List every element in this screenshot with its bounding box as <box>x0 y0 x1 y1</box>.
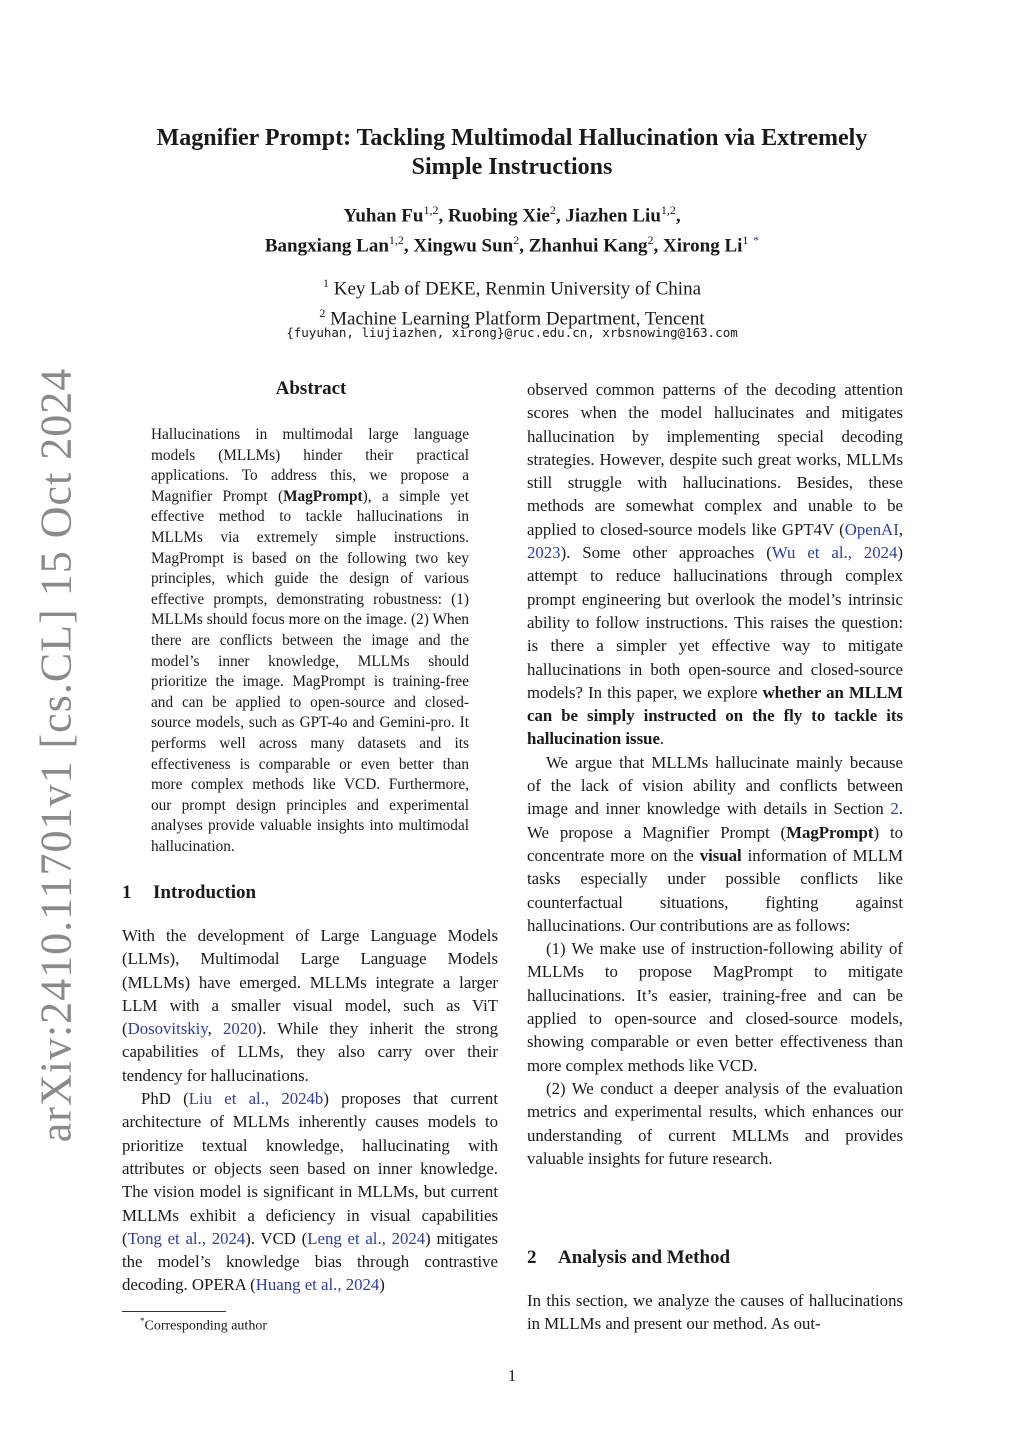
abstract-body: Hallucinations in multimodal large language models (MLLMs) hinder their practical applications. To address this, we propose a Magnifier Prompt (MagPrompt), a simple yet effective method to tackle hallucinations in MLLMs via extremely simple instructions. MagPrompt is based on the following two key principles, which guide the design of various effective prompts, demonstrating robustness: (1) MLLMs should focus more on the image. (2) When there are conflicts between the image and the model’s inner knowledge, MLLMs should prioritize the image. MagPrompt is training-free and can be applied to open-source and closed-source models, such as GPT-4o and Gemini-pro. It performs well across many datasets and its effectiveness is comparable or even better than more complex methods like VCD. Furthermore, our prompt design principles and experimental analyses provide valuable insights into multimodal hallucination. <box>151 426 469 855</box>
page-number: 1 <box>507 1366 517 1385</box>
paragraph: With the development of Large Language Models (LLMs), Multimodal Large Language Models (MLLMs) have emerged. MLLMs integrate a larger LLM with a smaller visual model, such as ViT (Dosovitskiy, 2020). While they inherit the strong capabilities of LLMs, they also carry over their tendency for hallucinations. <box>122 926 498 1085</box>
author-affil-sup: 1 <box>742 233 749 248</box>
author-name: Xirong Li <box>663 235 743 257</box>
author-emails: {fuyuhan, liujiazhen, xirong}@ruc.edu.cn, xrbsnowing@163.com <box>286 325 738 340</box>
author-name: Zhanhui Kang <box>528 235 648 257</box>
left-column-text <box>122 924 498 1297</box>
citation-link[interactable]: Huang et al., 2024 <box>255 1275 380 1295</box>
citation-link[interactable]: OpenAI <box>844 519 899 539</box>
citation-link[interactable]: Leng et al., 2024 <box>307 1228 426 1248</box>
section-heading-introduction: 1 Introduction <box>122 882 257 903</box>
section-heading-analysis: 2 Analysis and Method <box>527 1247 731 1268</box>
citation-link[interactable]: 2020 <box>222 1019 257 1039</box>
affiliation-1: $^1$ Key Lab of DEKE, Renmin University of China <box>322 276 701 300</box>
author-name: Bangxiang Lan <box>264 235 389 257</box>
footnote-divider <box>122 1311 226 1312</box>
corresponding-author-marker[interactable]: * <box>753 233 760 248</box>
author-affil-sup: 1,2 <box>660 203 676 217</box>
contribution-1: (1) We make use of instruction-following ability of MLLMs to propose MagPrompt to mitigate hallucinations. It’s easier, training-free and can be applied to open-source and closed-source models, showing comparable or even better effectiveness than more complex methods like VCD. <box>527 939 903 1075</box>
author-affil-sup: 2 <box>647 233 654 248</box>
citation-link[interactable]: Dosovitskiy <box>127 1019 208 1039</box>
author-affil-sup: 2 <box>549 203 556 217</box>
author-affil-sup: 2 <box>513 233 520 248</box>
author-name: Ruobing Xie <box>447 205 550 227</box>
paragraph: PhD (Liu et al., 2024b) proposes that current architecture of MLLMs inherently causes models to prioritize textual knowledge, hallucinating with attributes or objects seen based on inner knowledge. The vision model is significant in MLLMs, but current MLLMs exhibit a deficiency in visual capabilities (Tong et al., 2024). VCD (Leng et al., 2024) mitigates the model’s knowledge bias through contrastive decoding. OPERA (Huang et al., 2024) <box>122 1089 499 1295</box>
affiliation-2: $^2$ Machine Learning Platform Department, Tencent <box>319 306 705 330</box>
footnote: *Corresponding author <box>140 1316 267 1334</box>
arxiv-stamp: arXiv:2410.11701v1 [cs.CL] 15 Oct 2024 <box>31 367 81 1143</box>
author-line-1: Yuhan Fu$^{1,2}$, Ruobing Xie$^2$, Jiazhen Liu$^{1,2}$, <box>343 203 681 227</box>
author-name: Yuhan Fu <box>343 205 424 227</box>
paragraph: We argue that MLLMs hallucinate mainly because of the lack of vision ability and conflicts between image and inner knowledge with details in Section 2. We propose a Magnifier Prompt (MagPrompt) to concentrate more on the visual information of MLLM tasks especially under possible conflicts like counterfactual situations, fighting against hallucinations. Our contributions are as follows: <box>527 752 903 935</box>
author-list <box>120 198 904 259</box>
author-affil-sup: 1,2 <box>423 203 439 217</box>
citation-link[interactable]: Liu et al., 2024b <box>188 1089 324 1109</box>
right-column-text <box>527 378 903 1170</box>
author-name: Xingwu Sun <box>413 235 514 257</box>
contribution-2: (2) We conduct a deeper analysis of the evaluation metrics and experimental results, which enhances our understanding of current MLLMs and provides valuable insights for future research. <box>527 1078 903 1168</box>
section-ref-link[interactable]: 2 <box>890 799 899 819</box>
author-line-2: Bangxiang Lan$^{1,2}$, Xingwu Sun$^2$, Zhanhui Kang$^2$, Xirong Li$^1$ * <box>264 233 760 257</box>
citation-link[interactable]: Tong et al., 2024 <box>127 1228 246 1248</box>
abstract-heading: Abstract <box>275 378 347 399</box>
author-name: Jiazhen Liu <box>565 205 661 227</box>
analysis-intro-text: In this section, we analyze the causes of hallucinations in MLLMs and present our method. As out- <box>527 1291 903 1334</box>
author-affil-sup: 1,2 <box>388 233 404 248</box>
citation-link[interactable]: 2023 <box>527 543 561 563</box>
paper-title: Magnifier Prompt: Tackling Multimodal Hallucination via Extremely Simple Instructions <box>156 125 868 180</box>
paragraph: observed common patterns of the decoding attention scores when the model hallucinates and mitigates hallucination by implementing special decoding strategies. However, despite such great works, MLLMs still struggle with hallucinations. Besides, these methods are somewhat complex and unable to be applied to closed-source models like GPT4V (OpenAI, 2023). Some other approaches (Wu et al., 2024) attempt to reduce hallucinations through complex prompt engineering but overlook the model’s intrinsic ability to follow instructions. This raises the question: is there a simpler yet effective way to mitigate hallucinations in both open-source and closed-source models? In this paper, we explore whether an MLLM can be simply instructed on the fly to tackle its hallucination issue. <box>527 380 904 749</box>
affiliations <box>120 271 904 332</box>
citation-link[interactable]: Wu et al., 2024 <box>771 543 898 563</box>
